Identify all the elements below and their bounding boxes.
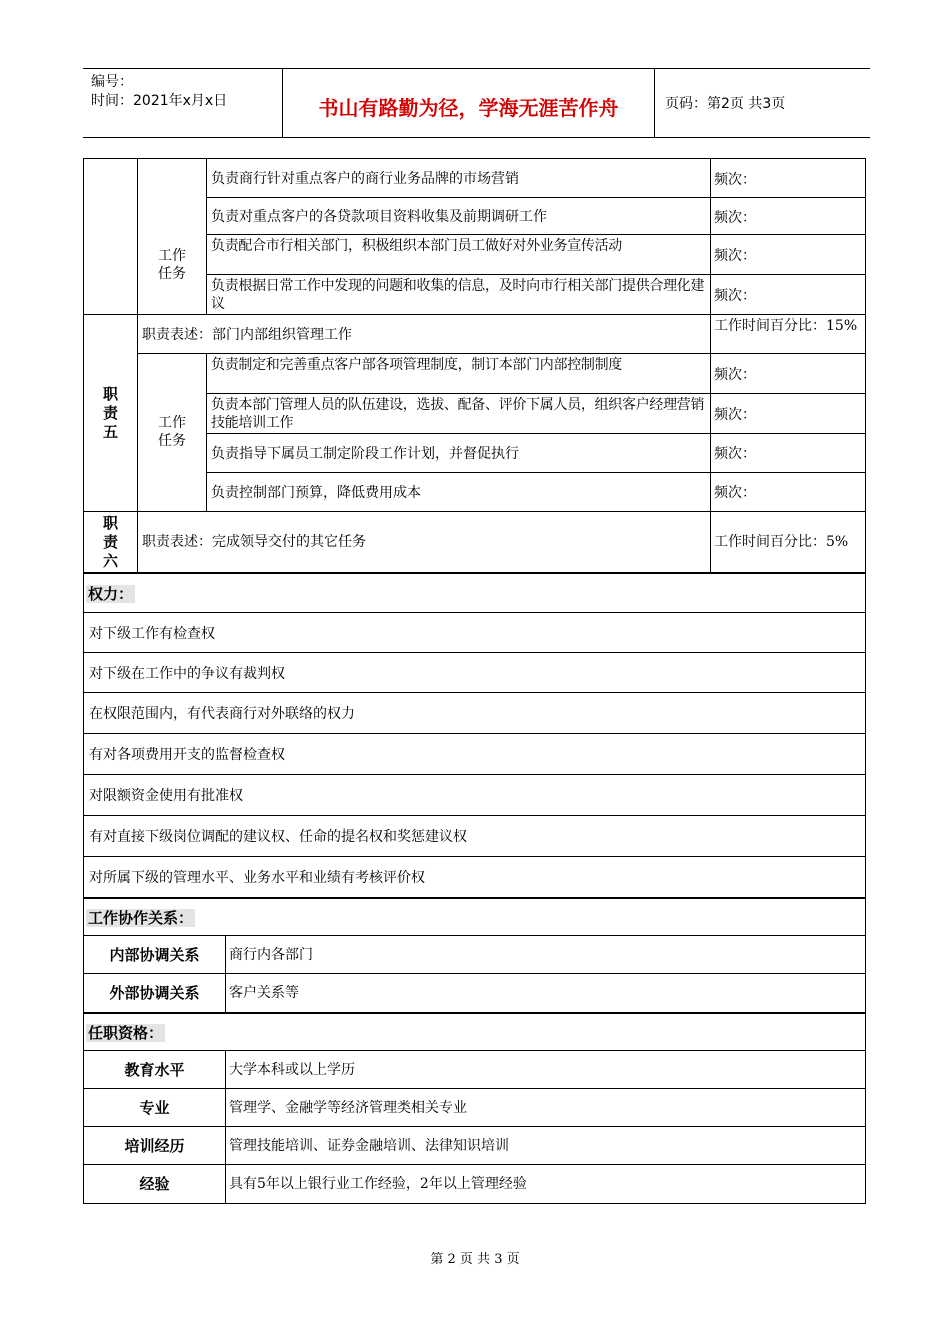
qualification-value: 大学本科或以上学历 <box>229 1062 355 1078</box>
freq-label: 频次： <box>714 288 756 304</box>
qualification-label-cell <box>83 1164 226 1204</box>
list-item <box>83 692 866 734</box>
list-item <box>83 652 866 693</box>
task-row <box>206 353 711 394</box>
header-divider <box>654 69 655 137</box>
duty-label: 职 责 五 <box>102 385 118 441</box>
task-text: 负责对重点客户的各贷款项目资料收集及前期调研工作 <box>211 209 547 225</box>
qualification-label-cell <box>83 1088 226 1127</box>
power-text: 有对直接下级岗位调配的建议权、任命的提名权和奖惩建议权 <box>89 829 467 845</box>
task-text: 负责根据日常工作中发现的问题和收集的信息，及时向市行相关部门提供合理化建议 <box>211 278 705 312</box>
list-item <box>83 815 866 857</box>
qualification-value-cell <box>225 1088 866 1127</box>
power-text: 对下级在工作中的争议有裁判权 <box>89 666 285 682</box>
qualification-value: 管理技能培训、证券金融培训、法律知识培训 <box>229 1138 509 1154</box>
task-row <box>206 197 711 235</box>
section-title: 权力： <box>88 585 134 603</box>
task-row <box>206 433 711 473</box>
header-meta <box>91 73 281 111</box>
power-text: 对所属下级的管理水平、业务水平和业绩有考核评价权 <box>89 870 425 886</box>
freq-label: 频次： <box>714 172 756 188</box>
time-pct-cell <box>710 314 866 354</box>
freq-cell <box>710 274 866 315</box>
qualification-value-cell <box>225 1164 866 1204</box>
relation-label: 内部协调关系 <box>109 946 200 964</box>
task-row <box>206 393 711 434</box>
duty4-task-label-cell <box>137 158 207 315</box>
power-text: 对限额资金使用有批准权 <box>89 788 243 804</box>
task-label: 工作 任务 <box>158 415 186 449</box>
task-text: 负责控制部门预算，降低费用成本 <box>211 485 421 501</box>
freq-label: 频次： <box>714 446 756 462</box>
relation-label: 外部协调关系 <box>109 984 200 1002</box>
qualification-label: 经验 <box>139 1175 170 1193</box>
section-title: 工作协作关系： <box>88 909 194 927</box>
relation-value-cell <box>225 973 866 1013</box>
power-text: 在权限范围内，有代表商行对外联络的权力 <box>89 706 355 722</box>
qualification-value-cell <box>225 1126 866 1165</box>
relation-value: 商行内各部门 <box>229 947 313 963</box>
freq-cell <box>710 197 866 235</box>
freq-cell <box>710 353 866 394</box>
freq-cell <box>710 234 866 275</box>
qualification-value: 具有5年以上银行业工作经验，2年以上管理经验 <box>229 1176 527 1192</box>
page-header <box>83 68 870 138</box>
duty6-description-cell <box>137 511 711 573</box>
duty-description: 职责表述：部门内部组织管理工作 <box>142 327 352 343</box>
duty-label: 职 责 六 <box>102 514 118 570</box>
freq-label: 频次： <box>714 210 756 226</box>
freq-cell <box>710 393 866 434</box>
qualification-label-cell <box>83 1126 226 1165</box>
qualification-label: 专业 <box>139 1099 170 1117</box>
task-text: 负责指导下属员工制定阶段工作计划，并督促执行 <box>211 446 519 462</box>
list-item <box>83 856 866 898</box>
freq-cell <box>710 433 866 473</box>
task-row <box>206 472 711 512</box>
relation-label-cell <box>83 935 226 974</box>
duty5-description-cell <box>137 314 711 354</box>
section-title: 任职资格： <box>88 1024 164 1042</box>
time-pct: 工作时间百分比：15% <box>714 318 858 334</box>
header-page-info: 页码：第2页 共3页 <box>665 96 786 112</box>
task-row <box>206 274 711 315</box>
list-item <box>83 733 866 775</box>
relation-value-cell <box>225 935 866 974</box>
freq-label: 频次： <box>714 407 756 423</box>
qualification-label-cell <box>83 1050 226 1089</box>
relation-label-cell <box>83 973 226 1013</box>
powers-header <box>83 572 866 613</box>
freq-label: 频次： <box>714 485 756 501</box>
power-text: 对下级工作有检查权 <box>89 626 215 642</box>
qualification-label: 培训经历 <box>124 1137 185 1155</box>
duty-description: 职责表述：完成领导交付的其它任务 <box>142 534 366 550</box>
task-text: 负责配合市行相关部门，积极组织本部门员工做好对外业务宣传活动 <box>211 238 622 254</box>
duty6-label-cell <box>83 511 138 573</box>
duty5-label-cell <box>83 314 138 512</box>
qualification-value-cell <box>225 1050 866 1089</box>
freq-cell <box>710 472 866 512</box>
qualifications-header <box>83 1012 866 1051</box>
power-text: 有对各项费用开支的监督检查权 <box>89 747 285 763</box>
qualification-value: 管理学、金融学等经济管理类相关专业 <box>229 1100 467 1116</box>
task-row <box>206 158 711 198</box>
list-item <box>83 612 866 653</box>
time-pct-cell <box>710 511 866 573</box>
duty4-label-cell <box>83 158 138 315</box>
qualification-label: 教育水平 <box>124 1061 185 1079</box>
list-item <box>83 774 866 816</box>
number-label: 编号： <box>91 74 133 90</box>
header-motto: 书山有路勤为径，学海无涯苦作舟 <box>318 96 619 120</box>
task-text: 负责制定和完善重点客户部各项管理制度，制订本部门内部控制制度 <box>211 357 622 373</box>
task-label: 工作 任务 <box>158 248 186 282</box>
collaboration-header <box>83 897 866 936</box>
freq-cell <box>710 158 866 198</box>
date-label: 时间：2021年x月x日 <box>91 93 228 109</box>
page-footer: 第 2 页 共 3 页 <box>430 1252 520 1267</box>
relation-value: 客户关系等 <box>229 985 299 1001</box>
duty5-task-label-cell <box>137 353 207 512</box>
freq-label: 频次： <box>714 367 756 383</box>
time-pct: 工作时间百分比：5% <box>714 534 849 550</box>
freq-label: 频次： <box>714 248 756 264</box>
task-row <box>206 234 711 275</box>
task-text: 负责商行针对重点客户的商行业务品牌的市场营销 <box>211 171 519 187</box>
task-text: 负责本部门管理人员的队伍建设，选拔、配备、评价下属人员，组织客户经理营销技能培训工作 <box>211 397 705 431</box>
